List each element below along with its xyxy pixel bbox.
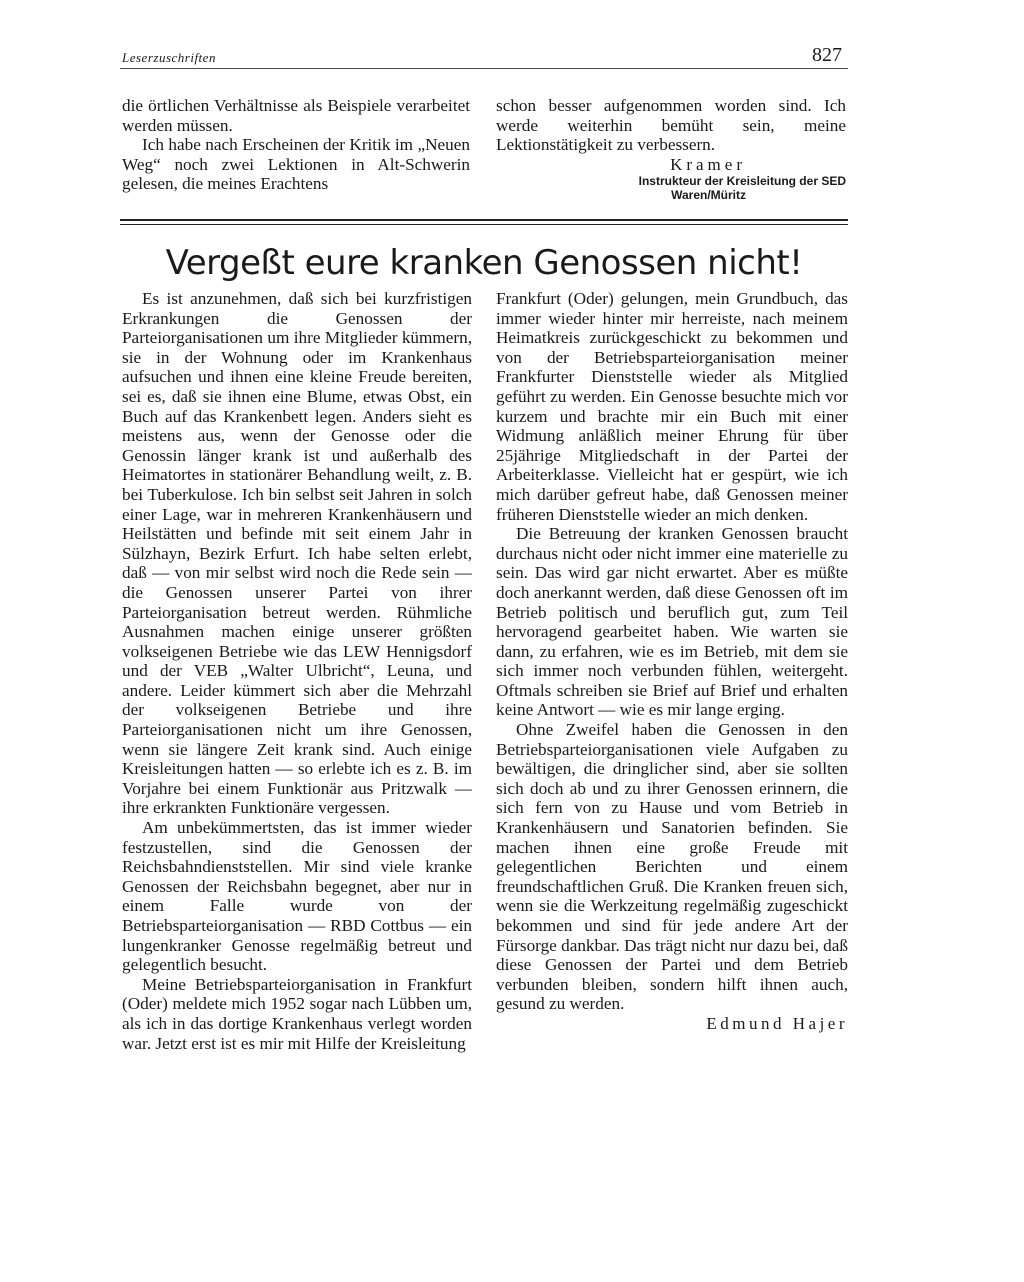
letter-paragraph: schon besser aufgenommen worden sind. Ich werde weiterhin bemüht sein, meine Lektionstätigkeit zu verbessern.	[496, 96, 846, 155]
letter-left-column	[122, 96, 470, 194]
article-paragraph: Ohne Zweifel haben die Genossen in den Betriebsparteiorganisationen viele Aufgaben zu bewältigen, die dringlicher sind, aber sie sollten sich doch ab und zu ihrer Genossen erinnern, die sich fern von zu Hause und vom Betrieb in Krankenhäusern und Sanatorien befinden. Sie machen ihnen eine große Freude mit gelegentlichen Berichten und einem freundschaftlichen Gruß. Die Kranken freuen sich, wenn sie die Werkzeitung regelmäßig zugeschickt bekommen und sind für jede andere Art der Fürsorge dankbar. Das trägt nicht nur dazu bei, daß diese Genossen der Partei und dem Betrieb verbunden bleiben, sondern hilft ihnen auch, gesund zu werden.	[496, 720, 848, 1014]
article-paragraph: Meine Betriebsparteiorganisation in Frankfurt (Oder) meldete mich 1952 sogar nach Lübben um, als ich in das dortige Krankenhaus verlegt worden war. Jetzt erst ist es mir mit Hilfe der Kreisleitung	[122, 974, 472, 1053]
article-paragraph: Die Betreuung der kranken Genossen braucht durchaus nicht oder nicht immer eine materielle zu sein. Das wird gar nicht erwartet. Aber es müßte doch anerkannt werden, daß diese Genossen oft im Betrieb politisch und beruflich gut, zum Teil hervoragend gearbeitet haben. Wie warten sie dann, zu erfahren, wie es im Betrieb, mit dem sie sich immer noch verbunden fühlen, weitergeht. Oftmals schreiben sie Brief auf Brief und erhalten keine Antwort — wie es mir lange erging.	[496, 524, 848, 720]
letter-signature-role: Instrukteur der Kreisleitung der SED	[638, 173, 846, 188]
section-divider-thin	[120, 224, 848, 225]
letter-paragraph: Ich habe nach Erscheinen der Kritik im „Neuen Weg“ noch zwei Lektionen in Alt-Schwerin gelesen, die meines Erachtens	[122, 135, 470, 194]
article-right-column	[496, 289, 848, 1034]
letter-right-column	[496, 96, 846, 202]
running-head: Leserzuschriften	[122, 50, 216, 65]
section-divider-thick	[120, 219, 848, 221]
article-title: Vergeßt eure kranken Genossen nicht!	[165, 243, 803, 283]
letter-signature-place: Waren/Müritz	[671, 187, 746, 202]
article-paragraph: Frankfurt (Oder) gelungen, mein Grundbuch, das immer wieder hinter mir herreiste, nach meinem Heimatkreis zurückgeschickt zu bekommen und von der Betriebsparteiorganisation meiner Frankfurter Dienststelle wieder als Mitglied geführt zu werden. Ein Genosse besuchte mich vor kurzem und brachte mir ein Buch mit einer Widmung anläßlich meiner Ehrung für über 25jährige Mitgliedschaft in der Partei der Arbeiterklasse. Vielleicht hat er gespürt, wie ich mich darüber gefreut habe, daß Genossen meiner früheren Dienststelle wieder an mich denken.	[496, 289, 848, 524]
letter-paragraph: die örtlichen Verhältnisse als Beispiele verarbeitet werden müssen.	[122, 96, 470, 135]
letter-signature-name: Kramer	[670, 154, 746, 174]
article-left-column	[122, 289, 472, 1053]
article-paragraph: Am unbekümmertsten, das ist immer wieder festzustellen, sind die Genossen der Reichsbahndienststellen. Mir sind viele kranke Genossen der Reichsbahn begegnet, aber nur in einem Falle wurde von der Betriebsparteiorganisation — RBD Cottbus — ein lungenkranker Genosse regelmäßig betreut und gelegentlich besucht.	[122, 818, 472, 975]
page-number: 827	[812, 44, 842, 66]
header-rule	[120, 68, 848, 69]
article-paragraph: Es ist anzunehmen, daß sich bei kurzfristigen Erkrankungen die Genossen der Parteiorganisationen um ihre Mitglieder kümmern, sie in der Wohnung oder im Krankenhaus aufsuchen und ihnen eine kleine Freude bereiten, sei es, daß sie ihnen eine Blume, etwas Obst, ein Buch auf das Krankenbett legen. Anders sieht es meistens aus, wenn der Genosse oder die Genossin länger krank ist und außerhalb des Heimatortes in stationärer Behandlung weilt, z. B. bei Tuberkulose. Ich bin selbst seit Jahren in solch einer Lage, war in mehreren Krankenhäusern und Heilstätten und befinde mit seit einem Jahr in Sülzhayn, Bezirk Erfurt. Ich habe selten erlebt, daß — von mir selbst wird noch die Rede sein — die Genossen unserer Partei von ihrer Parteiorganisation betreut werden. Rühmliche Ausnahmen machen einige unserer größten volkseigenen Betriebe wie das LEW Hennigsdorf und der VEB „Walter Ulbricht“, Leuna, und andere. Leider kümmert sich aber die Mehrzahl der volkseigenen Betriebe und ihre Parteiorganisationen nicht um ihre Genossen, wenn sie längere Zeit krank sind. Auch einige Kreisleitungen hatten — so erlebte ich es z. B. im Vorjahre bei einem Funktionär aus Pritzwalk — ihre erkrankten Funktionäre vergessen.	[122, 289, 472, 818]
article-author: Edmund Hajer	[706, 1013, 848, 1033]
